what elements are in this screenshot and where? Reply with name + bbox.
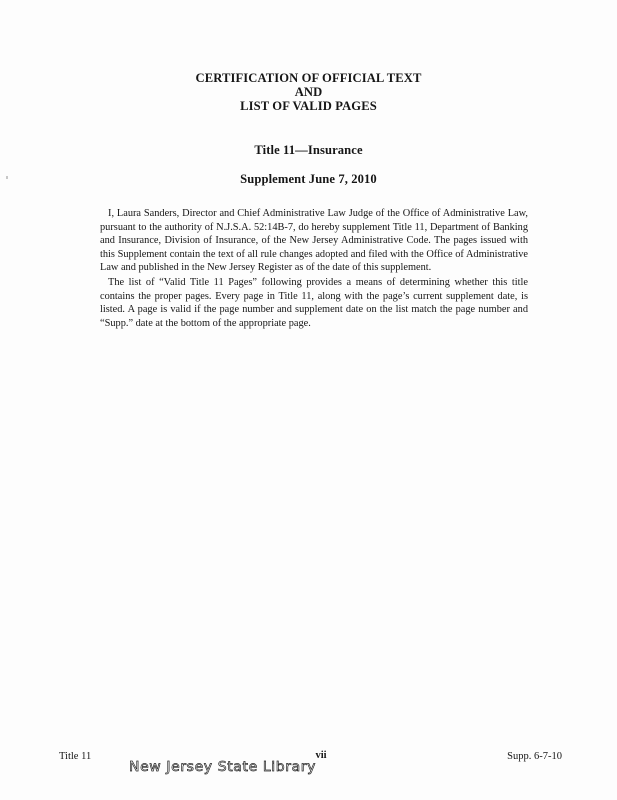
footer-page-number: vii <box>315 750 327 761</box>
heading-line-1: CERTIFICATION OF OFFICIAL TEXT <box>195 71 422 85</box>
certification-paragraph: I, Laura Sanders, Director and Chief Administrative Law Judge of the Office of Administrative Law, pursuant to the authority of N.J.S.A. 52:14B-7, do hereby supplement Title 11, Department of Banking and Insurance, Division of Insurance, of the New Jersey Administrative Code. The pages issued with this Supplement contain the text of all rule changes adopted and filed with the Office of Administrative Law and published in the New Jersey Register as of the date of this supplement. <box>100 208 528 274</box>
valid-pages-paragraph: The list of “Valid Title 11 Pages” following provides a means of determining whether this title contains the proper pages. Every page in Title 11, along with the page’s current supplement date, is listed. A page is valid if the page number and supplement date on the list match the page number and “Supp.” date at the bottom of the appropriate page. <box>100 277 528 329</box>
footer-supplement-date: Supp. 6-7-10 <box>507 751 562 762</box>
supplement-date-heading: Supplement June 7, 2010 <box>240 172 377 186</box>
title-name-heading: Title 11—Insurance <box>254 143 363 157</box>
certification-heading <box>0 71 617 114</box>
heading-line-3: LIST OF VALID PAGES <box>240 99 377 114</box>
heading-line-2: AND <box>294 85 323 100</box>
library-watermark: New Jersey State Library <box>129 760 316 775</box>
footer-title: Title 11 <box>59 751 92 762</box>
